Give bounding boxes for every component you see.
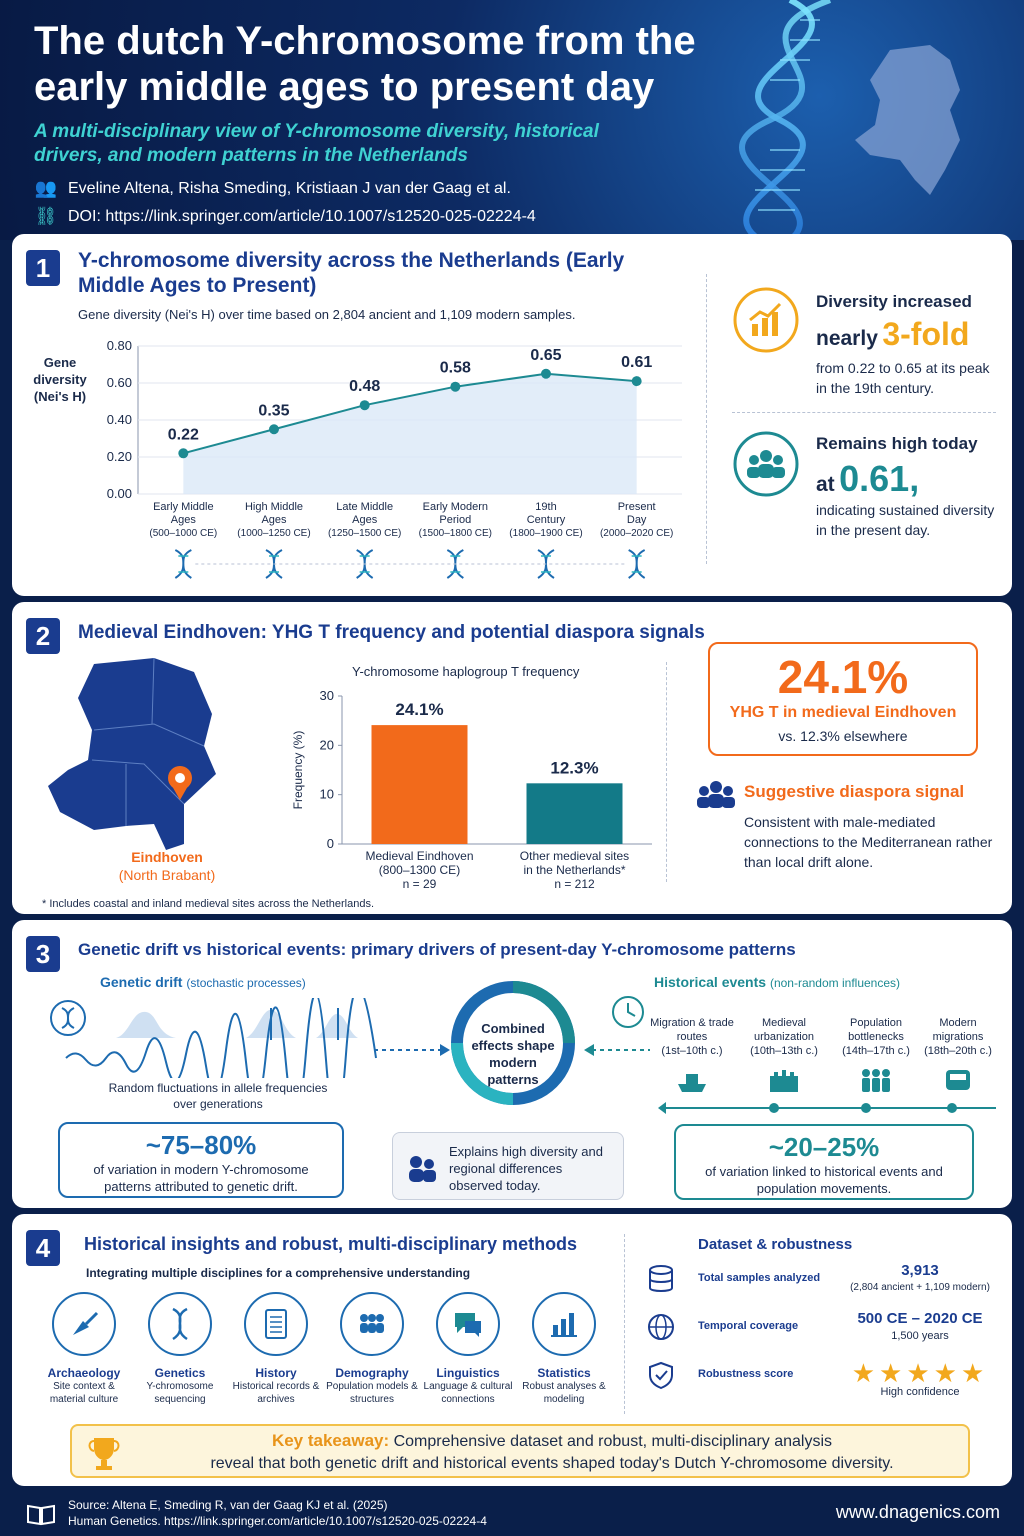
data-point [360,400,370,410]
drift-caption: Random fluctuations in allele frequencies over generations [108,1081,328,1111]
section-number: 1 [26,250,60,286]
data-label: 0.35 [258,402,290,420]
data-label: 0.58 [439,359,471,377]
section-number: 3 [26,936,60,972]
event-name: Medieval urbanization [754,1017,814,1043]
footer [0,1492,1024,1536]
drift-subheading: (stochastic processes) [186,976,306,990]
footnote: * Includes coastal and inland medieval sites across the Netherlands. [42,898,375,910]
y-tick-label: 0.40 [106,412,132,427]
source-line1: Source: Altena E, Smeding R, van der Gaag KJ et al. (2025) [68,1498,388,1512]
data-label: 0.61 [621,354,653,372]
x-tick-range: (1000–1250 CE) [237,528,311,539]
drift-percent-box [58,1122,344,1198]
section-number: 4 [26,1230,60,1266]
netherlands-map-icon [34,654,234,854]
center-note-box [392,1132,624,1200]
x-tick-label: (800–1300 CE) [378,863,461,877]
x-tick-label: in the Netherlands* [523,863,626,877]
x-tick-range: (500–1000 CE) [149,528,218,539]
area-fill [183,374,636,494]
discipline-name: Genetics [154,1366,206,1380]
stat1-prefix: nearly [816,327,878,350]
event-label [914,1016,1002,1058]
page-subtitle: A multi-disciplinary view of Y-chromosome diversity, historical drivers, and modern patterns in the Netherlands [34,121,599,166]
events-percent: ~20–25% [768,1132,880,1162]
discipline-archaeology [34,1292,134,1406]
bar-value-label: 24.1% [395,700,444,720]
bar [527,783,623,844]
x-tick-label: Ages [170,514,196,526]
dna-icon [175,550,191,578]
drift-percent: ~75–80% [145,1130,257,1160]
event-period: (14th–17th c.) [842,1045,910,1057]
data-point [269,424,279,434]
source-line2[interactable]: Human Genetics. https://link.springer.com/article/10.1007/s12520-025-02224-4 [68,1514,487,1528]
event-name: Modern migrations [932,1017,984,1043]
takeaway-heading: Key takeaway: [271,1431,390,1450]
data-label: 0.48 [349,378,381,396]
section-1-card [12,234,1012,596]
bar [372,725,468,844]
discipline-name: Statistics [537,1366,591,1380]
x-tick-range: (1500–1800 CE) [418,528,493,539]
timeline-axis [656,1098,996,1118]
event-name: Migration & trade routes [650,1017,734,1043]
clock-icon [610,994,646,1030]
dataset-row-value: 500 CE – 2020 CE [857,1310,983,1327]
dataset-row-detail: (2,804 ancient + 1,109 modern) [850,1282,990,1293]
shield-check-icon [646,1360,676,1390]
y-axis-label: (Nei's H) [33,389,87,404]
section-title: Medieval Eindhoven: YHG T frequency and potential diaspora signals [78,622,705,643]
x-tick-label: Period [439,514,472,526]
section-caption: Integrating multiple disciplines for a comprehensive understanding [86,1266,471,1280]
discipline-name: Archaeology [47,1366,121,1380]
y-axis-label: Frequency (%) [291,730,305,810]
dataset-title: Dataset & robustness [698,1236,853,1253]
y-tick-label: 20 [319,737,334,753]
dna-icon [148,1292,212,1356]
section-title: Y-chromosome diversity across the Netherlands (Early Middle Ages to Present) [78,249,625,297]
dna-icon [629,550,645,578]
people-icon [858,1066,894,1096]
dataset-row-label: Robustness score [698,1368,794,1380]
stat2-prefix: at [816,473,835,496]
discipline-desc: Population models & structures [326,1381,418,1405]
discipline-desc: Site context & material culture [49,1381,119,1405]
y-tick-label: 0.20 [106,449,132,464]
site-link[interactable]: www.dnagenics.com [835,1502,1000,1522]
data-point [632,376,642,386]
y-tick-label: 0.80 [106,338,132,353]
discipline-linguistics [418,1292,518,1406]
y-tick-label: 0.60 [106,375,132,390]
stat1-value: 3-fold [882,316,970,352]
header-banner [0,0,1024,240]
data-point [178,448,188,458]
sample-size: n = 212 [554,877,595,891]
events-percent-text: of variation linked to historical events and population movements. [705,1164,943,1196]
takeaway-line1: Comprehensive dataset and robust, multi-disciplinary analysis [393,1433,833,1450]
dataset-row-label: Temporal coverage [698,1320,799,1332]
drift-percent-text: of variation in modern Y-chromosome patterns attributed to genetic drift. [93,1162,309,1194]
diversity-line-chart [22,330,702,592]
event-period: (10th–13th c.) [750,1045,818,1057]
data-label: 0.65 [530,346,562,364]
doi-link[interactable]: DOI: https://link.springer.com/article/10.1007/s12520-025-02224-4 [68,207,536,225]
sample-size: n = 29 [402,877,437,891]
stat2-heading: Remains high today [816,434,978,453]
y-tick-label: 0 [326,836,334,851]
center-label: Combined effects shape modern patterns [471,1021,555,1087]
dataset-row-detail: 1,500 years [891,1330,949,1342]
discipline-desc: Language & cultural connections [423,1381,513,1405]
ship-icon [674,1066,710,1096]
discipline-name: Linguistics [436,1366,500,1380]
page-title: The dutch Y-chromosome from the early middle ages to present day [34,19,696,109]
y-axis-label: diversity [33,372,87,387]
bar-chart-icon [532,1292,596,1356]
authors-line [34,178,511,199]
y-axis-label: Gene [43,355,77,370]
x-tick-label: Early Modern [422,501,489,513]
section-2-card [12,602,1012,914]
y-tick-label: 0.00 [106,486,132,501]
highlight-box [708,642,978,756]
discipline-name: History [255,1366,297,1380]
data-point [541,369,551,379]
event-period: (1st–10th c.) [661,1045,723,1057]
train-icon [940,1066,976,1096]
signal-heading: Suggestive diaspora signal [744,782,965,801]
section-number: 2 [26,618,60,654]
x-tick-label: Day [626,514,647,526]
speech-icon [436,1292,500,1356]
highlight-label: YHG T in medieval Eindhoven [729,704,957,721]
x-tick-label: Present [617,501,656,513]
stat1-heading: Diversity increased [816,292,972,311]
event-label [740,1016,828,1058]
discipline-desc: Y-chromosome sequencing [146,1381,214,1405]
people-icon [732,430,800,498]
signal-text: Consistent with male-mediated connections to the Mediterranean rather than local drift alone. [744,814,993,870]
people-icon [696,778,736,812]
dataset-row-value: ★★★★★ [851,1358,989,1388]
x-tick-label: Ages [352,514,378,526]
section-4-card [12,1214,1012,1486]
growth-chart-icon [732,286,800,354]
events-percent-box [674,1124,974,1200]
section-title: Genetic drift vs historical events: primary drivers of present-day Y-chromosome patterns [78,940,796,959]
trowel-icon [52,1292,116,1356]
globe-icon [646,1312,676,1342]
x-tick-range: (1250–1500 CE) [327,528,402,539]
y-tick-label: 10 [319,786,334,802]
people-icon [405,1153,439,1183]
castle-icon [766,1066,802,1096]
section-3-card [12,920,1012,1208]
highlight-compare: vs. 12.3% elsewhere [778,728,908,744]
y-tick-label: 30 [319,688,334,703]
x-tick-label: Century [526,514,566,526]
x-tick-range: (2000–2020 CE) [599,528,674,539]
x-tick-label: 19th [535,501,557,513]
event-label [832,1016,920,1058]
discipline-demography [322,1292,422,1406]
x-tick-label: Medieval Eindhoven [365,849,474,863]
x-tick-label: Late Middle [336,501,394,513]
doi-line [34,206,536,227]
x-tick-range: (1800–1900 CE) [509,528,583,539]
event-label [648,1016,736,1058]
people-icon [340,1292,404,1356]
takeaway-box [70,1424,970,1478]
dataset-row-label: Total samples analyzed [698,1272,821,1284]
link-icon: ⛓ [34,206,58,226]
authors: Eveline Altena, Risha Smeding, Kristiaan J van der Gaag et al. [68,179,511,197]
book-icon [26,1502,56,1526]
event-name: Population bottlenecks [848,1017,904,1043]
event-period: (18th–20th c.) [924,1045,992,1057]
events-subheading: (non-random influences) [769,976,901,990]
highlight-value: 24.1% [777,651,909,703]
x-tick-label: Other medieval sites [519,849,630,863]
dataset-row-detail: High confidence [880,1386,960,1398]
x-tick-label: Early Middle [153,501,214,513]
discipline-genetics [130,1292,230,1406]
province-label: (North Brabant) [118,867,216,883]
haplogroup-bar-chart [272,682,672,898]
data-label: 0.22 [167,426,199,444]
bar-value-label: 12.3% [550,758,599,778]
discipline-statistics [514,1292,614,1406]
chart-caption: Gene diversity (Nei's H) over time based on 2,804 ancient and 1,109 modern samples. [78,307,576,322]
center-note: Explains high diversity and regional differences observed today. [449,1144,603,1193]
stat2-text: indicating sustained diversity in the present day. [816,502,995,538]
arrow-left-icon [582,1040,652,1060]
events-heading: Historical events [654,974,767,990]
trophy-icon [86,1434,122,1472]
discipline-desc: Historical records & archives [232,1381,320,1405]
discipline-desc: Robust analyses & modeling [522,1381,606,1405]
arrow-right-icon [372,1040,452,1060]
allele-drift-wave [46,998,396,1078]
x-tick-label: High Middle [244,501,304,513]
takeaway-line2: reveal that both genetic drift and historical events shaped today's Dutch Y-chromosome diversity. [210,1455,894,1472]
drift-heading: Genetic drift [100,974,183,990]
people-icon: 👥 [34,178,58,198]
stat1-text: from 0.22 to 0.65 at its peak in the 19th century. [816,360,990,396]
dataset-row-value: 3,913 [901,1262,939,1279]
x-tick-label: Ages [261,514,287,526]
discipline-history [226,1292,326,1406]
city-label: Eindhoven [131,849,203,865]
stat2-value: 0.61, [839,458,920,499]
bar-chart-title: Y-chromosome haplogroup T frequency [352,664,580,679]
section-title: Historical insights and robust, multi-disciplinary methods [84,1234,578,1254]
scroll-icon [244,1292,308,1356]
discipline-name: Demography [335,1366,409,1380]
netherlands-map-icon [850,40,970,200]
database-icon [646,1264,676,1294]
data-point [450,382,460,392]
